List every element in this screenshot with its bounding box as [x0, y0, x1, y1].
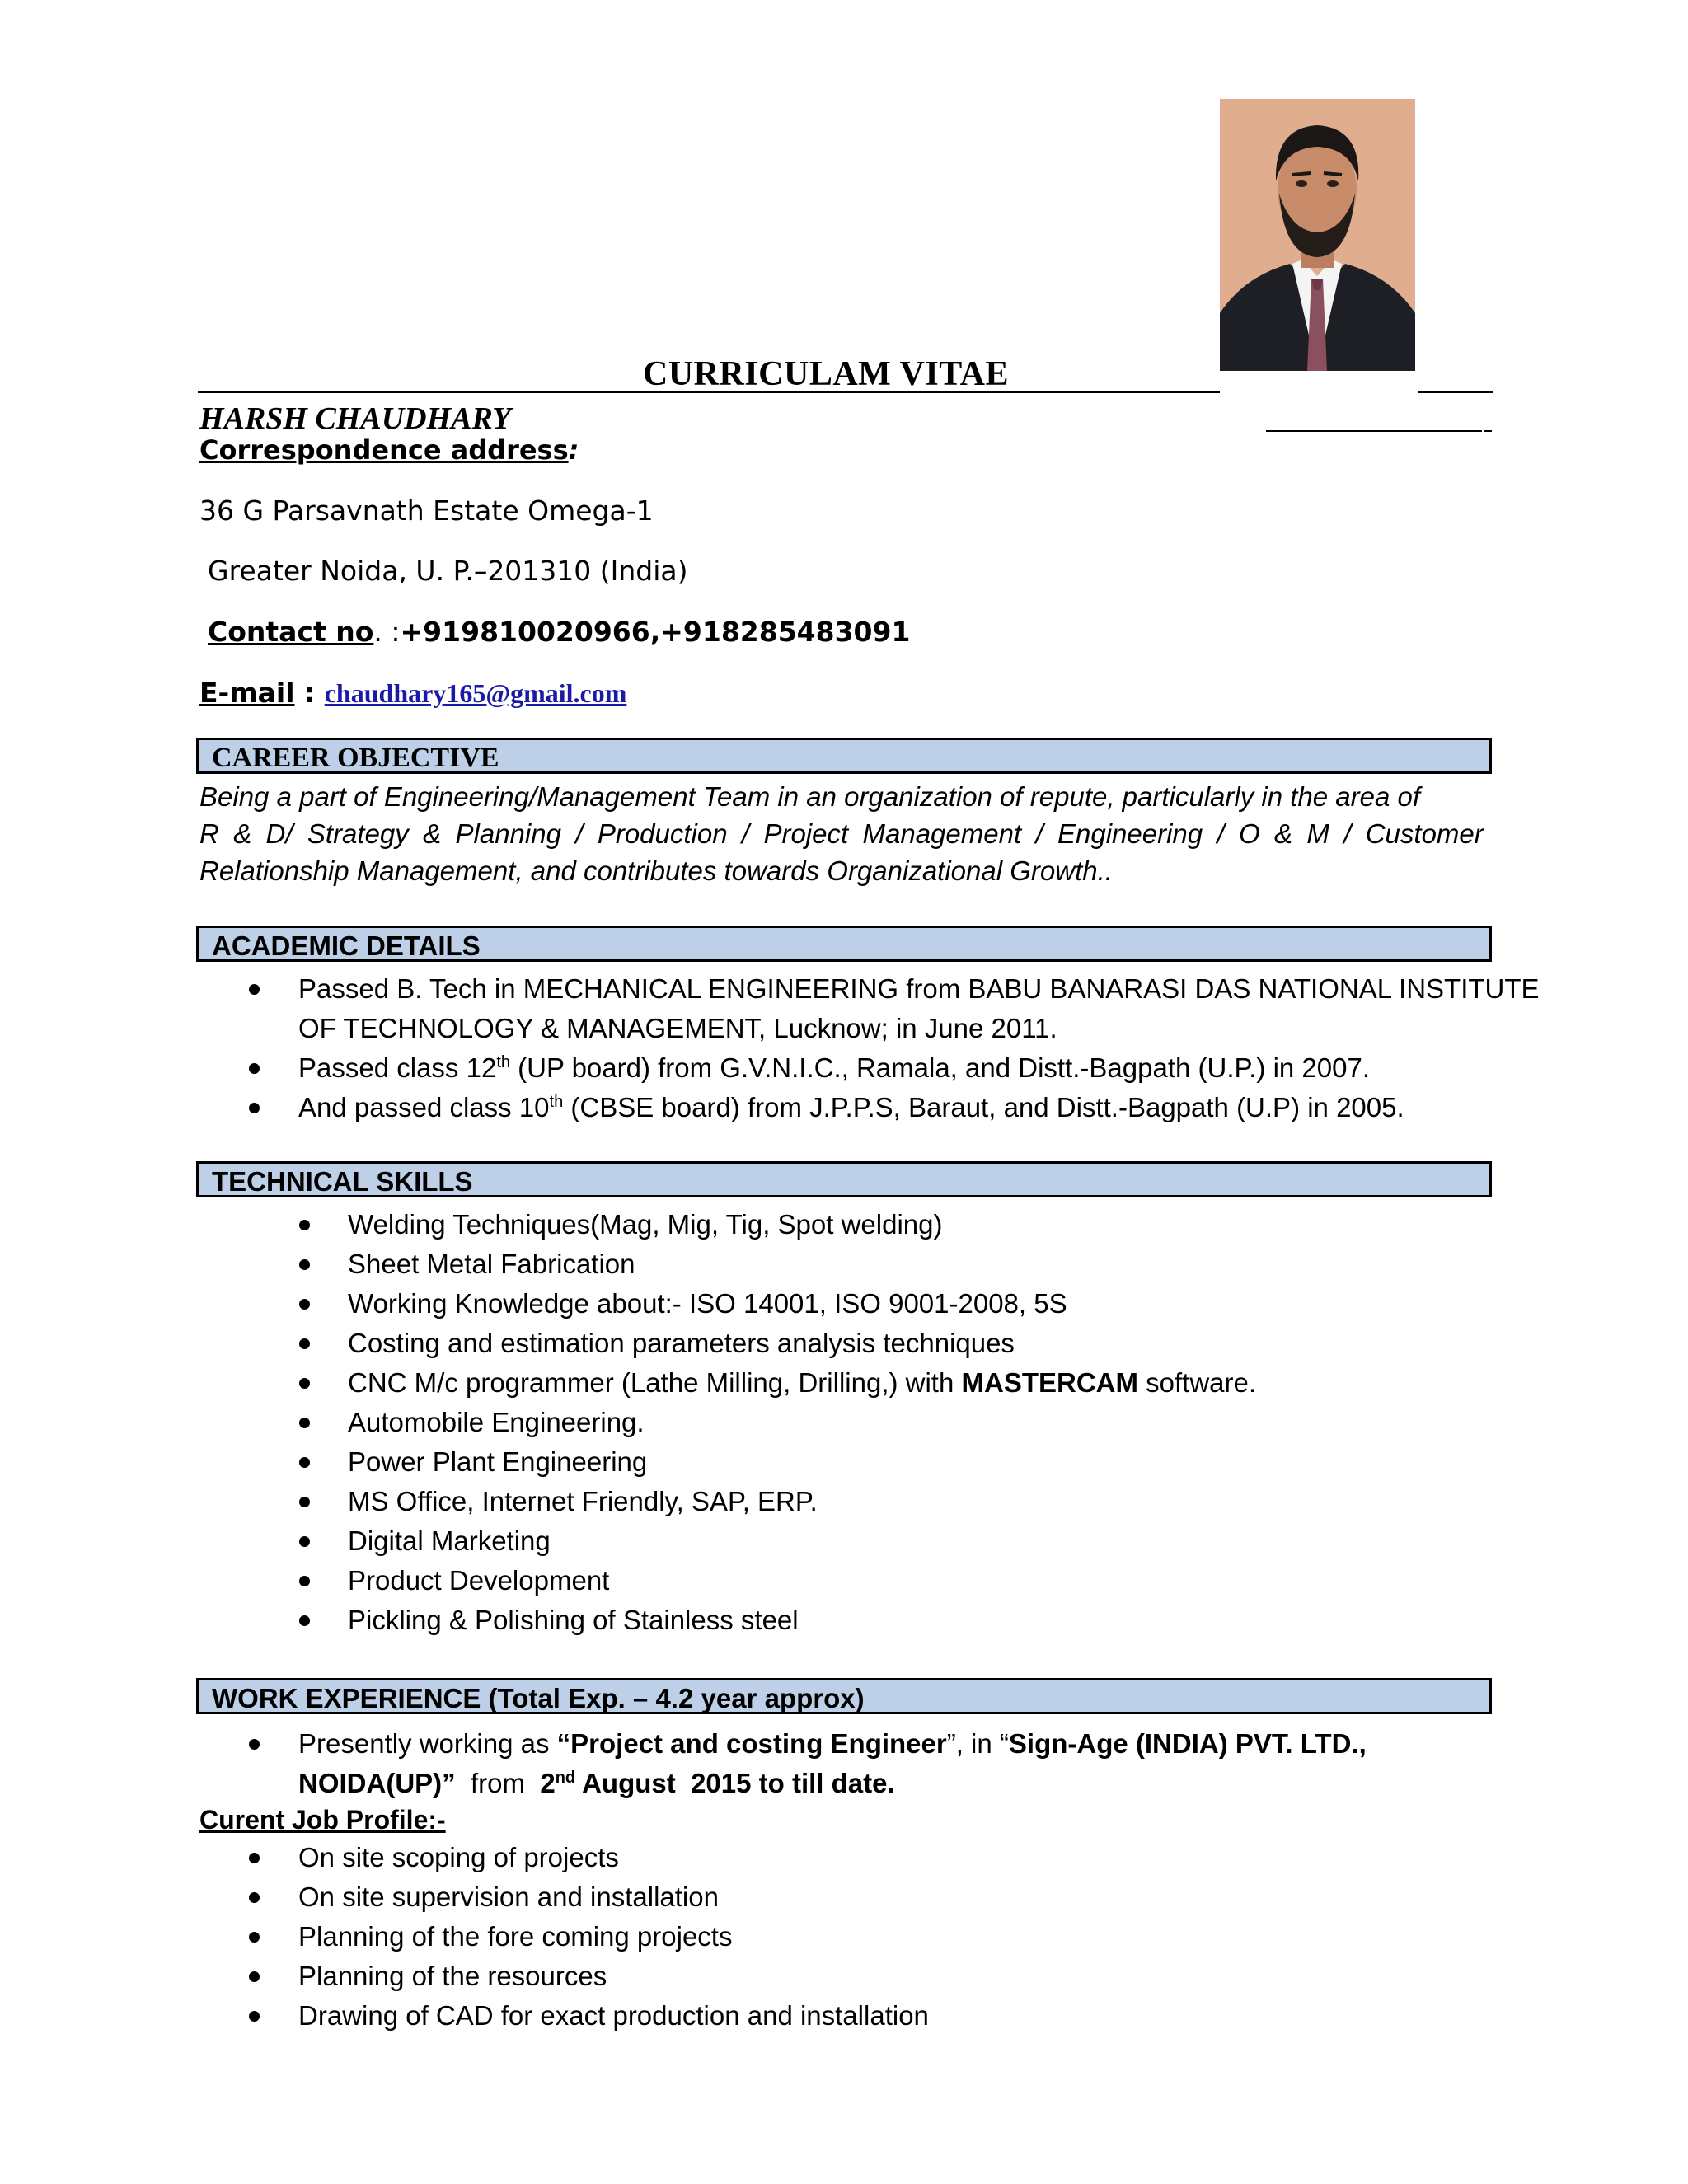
profile-text: Drawing of CAD for exact production and installation	[298, 2000, 929, 2031]
objective-word: Management	[862, 818, 1022, 849]
bullet-icon	[299, 1259, 310, 1270]
bullet-icon	[249, 984, 260, 995]
email-row	[199, 677, 626, 710]
list-item	[298, 1957, 929, 1996]
skill-text: Sheet Metal Fabrication	[348, 1249, 635, 1279]
list-item	[298, 1838, 929, 1877]
profile-text: On site supervision and installation	[298, 1882, 719, 1912]
list-item	[348, 1324, 1256, 1363]
academic-item-3-post: (CBSE board) from J.P.P.S, Baraut, and Distt.-Bagpath (U.P) in 2005.	[563, 1092, 1404, 1122]
bullet-icon	[249, 1971, 260, 1982]
objective-word: R	[199, 818, 219, 849]
skill-text: Working Knowledge about:- ISO 14001, ISO 9001-2008, 5S	[348, 1288, 1067, 1319]
work-experience-list	[298, 1724, 1367, 1803]
list-item	[348, 1244, 1256, 1284]
work-date-pre: 2	[540, 1768, 556, 1798]
skill-text-tail: software.	[1137, 1367, 1257, 1398]
section-heading: WORK EXPERIENCE (Total Exp. – 4.2 year approx)	[212, 1683, 865, 1713]
objective-word: /	[1217, 818, 1225, 849]
list-item	[348, 1284, 1256, 1324]
list-item	[298, 1877, 929, 1917]
bullet-icon	[249, 1932, 260, 1943]
objective-word: Strategy	[307, 818, 409, 849]
skill-text: MS Office, Internet Friendly, SAP, ERP.	[348, 1486, 818, 1516]
bullet-icon	[299, 1457, 310, 1468]
email-link[interactable]: chaudhary165@gmail.com	[324, 678, 627, 708]
list-item-continuation	[298, 1764, 1367, 1803]
section-academic-details	[196, 926, 1492, 962]
bullet-icon	[299, 1536, 310, 1547]
profile-text: On site scoping of projects	[298, 1842, 619, 1872]
skill-text-bold: MASTERCAM	[961, 1367, 1138, 1398]
list-item	[298, 969, 1540, 1009]
technical-skills-list	[348, 1205, 1256, 1640]
work-from: from	[455, 1768, 541, 1798]
section-heading: TECHNICAL SKILLS	[212, 1166, 473, 1197]
contact-separator: . :	[373, 616, 401, 648]
bullet-icon	[299, 1220, 310, 1230]
objective-word: Engineering	[1057, 818, 1203, 849]
name-rule-dash	[1484, 430, 1492, 432]
address-label	[199, 434, 579, 466]
objective-word: O	[1238, 818, 1260, 849]
bullet-icon	[299, 1576, 310, 1586]
work-role: “Project and costing Engineer	[556, 1728, 947, 1759]
objective-word: /	[741, 818, 750, 849]
document-title: CURRICULAM VITAE	[643, 355, 1009, 393]
list-item	[298, 1088, 1540, 1127]
list-item	[298, 1048, 1540, 1088]
list-item	[348, 1561, 1256, 1601]
skill-text: Product Development	[348, 1565, 610, 1596]
skill-text: Costing and estimation parameters analysis techniques	[348, 1328, 1015, 1358]
section-technical-skills	[196, 1161, 1492, 1197]
profile-text: Planning of the resources	[298, 1961, 607, 1991]
profile-photo	[1220, 99, 1415, 371]
objective-word: Planning	[455, 818, 561, 849]
objective-word: Project	[763, 818, 849, 849]
skill-text: CNC M/c programmer (Lathe Milling, Drilling,) with	[348, 1367, 962, 1398]
skill-text: Power Plant Engineering	[348, 1446, 648, 1477]
list-item	[348, 1205, 1256, 1244]
objective-word: /	[575, 818, 584, 849]
academic-item-3-pre: And passed class 10	[298, 1092, 550, 1122]
objective-word: &	[423, 818, 442, 849]
work-date-post: August 2015 to till date.	[575, 1768, 895, 1798]
bullet-icon	[299, 1378, 310, 1389]
bullet-icon	[249, 1739, 260, 1750]
job-profile-list	[298, 1838, 929, 2036]
objective-word: /	[1343, 818, 1352, 849]
contact-row	[208, 616, 910, 649]
title-rule-right	[1418, 391, 1493, 393]
bullet-icon	[299, 1418, 310, 1428]
bullet-icon	[299, 1497, 310, 1507]
work-present-2: ”, in “	[946, 1728, 1009, 1759]
list-item	[348, 1482, 1256, 1521]
list-item	[348, 1601, 1256, 1640]
job-profile-heading: Curent Job Profile:-	[199, 1805, 446, 1835]
list-item	[348, 1403, 1256, 1442]
bullet-icon	[249, 1103, 260, 1113]
objective-word: M	[1306, 818, 1329, 849]
name-rule	[1266, 430, 1482, 432]
section-heading: ACADEMIC DETAILS	[212, 930, 481, 961]
list-item	[348, 1442, 1256, 1482]
academic-item-1-line-2: OF TECHNOLOGY & MANAGEMENT, Lucknow; in June 2011.	[298, 1013, 1057, 1043]
objective-word: Production	[597, 818, 728, 849]
objective-word: D/	[265, 818, 293, 849]
objective-word: Customer	[1365, 818, 1484, 849]
academic-item-2-pre: Passed class 12	[298, 1052, 497, 1083]
superscript: nd	[555, 1769, 576, 1787]
list-item	[298, 1996, 929, 2036]
career-objective-text	[199, 778, 1484, 889]
list-item	[348, 1363, 1256, 1403]
email-separator: :	[294, 677, 325, 709]
address-label-text: Correspondence address	[199, 434, 569, 466]
skill-text: Automobile Engineering.	[348, 1407, 645, 1437]
section-heading: CAREER OBJECTIVE	[212, 743, 499, 773]
skill-text: Welding Techniques(Mag, Mig, Tig, Spot welding)	[348, 1209, 943, 1240]
work-company: Sign-Age (INDIA) PVT. LTD.,	[1008, 1728, 1367, 1759]
section-career-objective	[196, 738, 1492, 774]
contact-label: Contact no	[208, 616, 374, 648]
academic-item-1-line-1: Passed B. Tech in MECHANICAL ENGINEERING from BABU BANARASI DAS NATIONAL INSTITUTE	[298, 973, 1540, 1004]
objective-word: /	[1035, 818, 1043, 849]
bullet-icon	[299, 1338, 310, 1349]
address-line-2: Greater Noida, U. P.–201310 (India)	[208, 555, 688, 587]
profile-text: Planning of the fore coming projects	[298, 1921, 733, 1952]
skill-text: Digital Marketing	[348, 1526, 551, 1556]
bullet-icon	[249, 1892, 260, 1903]
bullet-icon	[249, 2011, 260, 2022]
address-line-1: 36 G Parsavnath Estate Omega-1	[199, 494, 654, 527]
skill-text: Pickling & Polishing of Stainless steel	[348, 1605, 799, 1635]
superscript: th	[496, 1053, 510, 1071]
objective-line-3: Relationship Management, and contributes towards Organizational Growth..	[199, 855, 1113, 886]
bullet-icon	[299, 1299, 310, 1310]
list-item-continuation	[298, 1009, 1540, 1048]
address-label-colon: :	[568, 434, 579, 466]
section-work-experience	[196, 1678, 1492, 1714]
list-item	[298, 1917, 929, 1957]
academic-list	[298, 969, 1540, 1127]
candidate-name: HARSH CHAUDHARY	[199, 401, 512, 436]
objective-word: &	[233, 818, 252, 849]
list-item	[348, 1521, 1256, 1561]
academic-item-2-post: (UP board) from G.V.N.I.C., Ramala, and Distt.-Bagpath (U.P.) in 2007.	[510, 1052, 1371, 1083]
objective-line-2	[199, 815, 1484, 852]
bullet-icon	[299, 1615, 310, 1626]
title-row	[198, 354, 1493, 396]
work-present-1: Presently working as	[298, 1728, 557, 1759]
objective-word: &	[1274, 818, 1293, 849]
email-label: E-mail	[199, 677, 295, 709]
contact-value: +919810020966,+918285483091	[400, 616, 911, 648]
bullet-icon	[249, 1853, 260, 1863]
work-company-2: NOIDA(UP)”	[298, 1768, 456, 1798]
objective-line-1: Being a part of Engineering/Management Team in an organization of repute, particularly in the area of	[199, 781, 1421, 812]
bullet-icon	[249, 1063, 260, 1074]
superscript: th	[549, 1093, 564, 1111]
list-item	[298, 1724, 1367, 1764]
